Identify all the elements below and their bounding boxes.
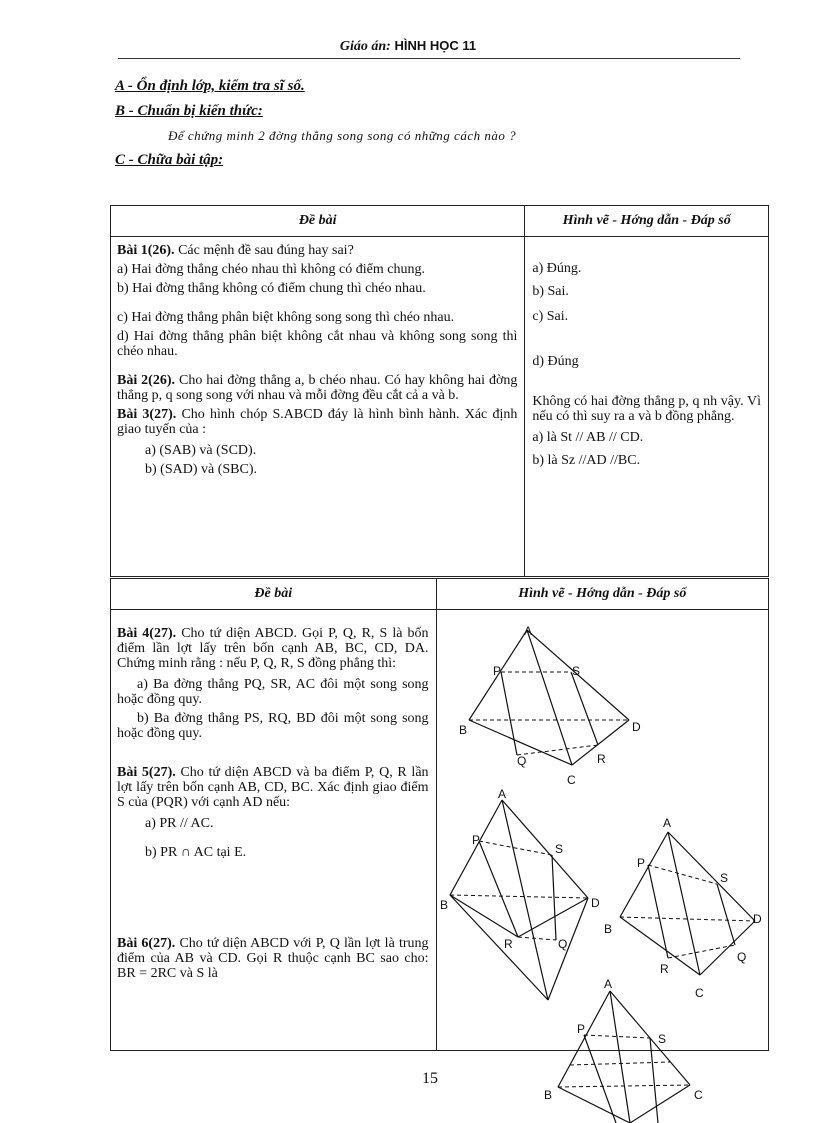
fig4-label-s: S	[658, 1032, 667, 1046]
fig2-label-q: Q	[558, 937, 568, 951]
table1-answers	[525, 237, 769, 577]
page-header	[0, 38, 816, 55]
fig4-label-b: B	[544, 1088, 553, 1102]
table1-header-answer: Hình vẽ - Hớng dẫn - Đáp số	[525, 206, 769, 237]
bai1-b: b) Hai đờng thẳng không có điểm chung thì chéo nhau.	[117, 281, 426, 296]
section-b: B - Chuẩn bị kiến thức:	[115, 103, 263, 119]
table1-header-problem: Đề bài	[111, 206, 525, 237]
ans-1c: c) Sai.	[532, 309, 569, 324]
bai4	[117, 626, 429, 671]
section-a: A - Ổn định lớp, kiểm tra sĩ số.	[115, 78, 305, 94]
bai6	[117, 936, 429, 981]
fig3-label-q: Q	[737, 950, 747, 964]
bai4-a: a) Ba đờng thẳng PQ, SR, AC đôi một song song hoặc đồng quy.	[117, 677, 429, 707]
fig4-label-a: A	[604, 977, 613, 991]
fig1-label-q: Q	[517, 754, 527, 768]
bai1-label: Bài 1(26).	[117, 243, 175, 258]
fig4-label-c: C	[694, 1088, 703, 1102]
ans-bai3a: a) là St // AB // CD.	[532, 430, 644, 445]
bai6-label: Bài 6(27).	[117, 936, 176, 951]
header-prefix: Giáo án:	[339, 39, 391, 54]
question-text: Để chứng minh 2 đờng thẳng song song có những cách nào ?	[168, 128, 517, 143]
bai3	[117, 407, 517, 437]
fig3-label-c: C	[695, 986, 704, 1000]
bai5-label: Bài 5(27).	[117, 765, 176, 780]
table2-problems	[111, 610, 437, 1051]
fig2-label-s: S	[555, 842, 564, 856]
fig3-label-p: P	[637, 856, 646, 870]
bai3-text: Cho hình chóp S.ABCD đáy là hình bình hành. Xác định giao tuyến của :	[117, 407, 518, 437]
bai2	[117, 373, 517, 403]
fig3-label-s: S	[720, 871, 729, 885]
bai1-d: d) Hai đờng thẳng phân biệt không cắt nhau và không song song thì chéo nhau.	[117, 329, 518, 359]
exercise-table-1	[110, 205, 769, 577]
ans-bai2: Không có hai đờng thẳng p, q nh vậy. Vì nếu có thì suy ra a và b đồng phẳng.	[532, 394, 761, 424]
bai5-b: b) PR ∩ AC tại E.	[145, 845, 247, 860]
fig2-label-d: D	[591, 896, 600, 910]
section-c: C - Chữa bài tập:	[115, 152, 224, 168]
fig3-label-b: B	[604, 922, 613, 936]
bai6-text: Cho tứ diện ABCD với P, Q lần lợt là trung điểm của AB và CD. Gọi R thuộc cạnh BC sao cho: BR = 2RC và S là	[117, 936, 429, 981]
fig1-label-p: P	[493, 664, 502, 678]
bai5-a: a) PR // AC.	[145, 816, 214, 831]
table2-header-answer: Hình vẽ - Hớng dẫn - Đáp số	[436, 579, 768, 610]
fig2-label-r: R	[504, 937, 513, 951]
ans-1d: d) Đúng	[532, 354, 579, 369]
fig2-label-a: A	[498, 787, 507, 801]
bai3-label: Bài 3(27).	[117, 407, 177, 422]
fig2-label-p: P	[472, 833, 481, 847]
bai4-b: b) Ba đờng thẳng PS, RQ, BD đôi một song song hoặc đồng quy.	[117, 711, 429, 741]
bai2-label: Bài 2(26).	[117, 373, 176, 388]
ans-1b: b) Sai.	[532, 284, 569, 299]
bai2-text: Cho hai đờng thẳng a, b chéo nhau. Có hay không hai đờng thẳng p, q song song với nhau và mỗi đờng đều cắt cả a và b.	[117, 373, 518, 403]
fig1-label-a: A	[524, 624, 533, 638]
bai1-text: Các mệnh đề sau đúng hay sai?	[178, 243, 354, 258]
fig2-label-b: B	[440, 898, 449, 912]
header-rule	[118, 58, 740, 59]
fig1-label-s: S	[572, 664, 581, 678]
bai3-b: b) (SAD) và (SBC).	[145, 462, 257, 477]
fig3-label-d: D	[753, 912, 762, 926]
fig3-label-r: R	[660, 962, 669, 976]
bai1	[117, 243, 517, 258]
bai1-a: a) Hai đờng thẳng chéo nhau thì không có điểm chung.	[117, 262, 425, 277]
bai1-c: c) Hai đờng thẳng phân biệt không song song thì chéo nhau.	[117, 310, 455, 325]
bai5-text: Cho tứ diện ABCD và ba điểm P, Q, R lần lợt lấy trên bốn cạnh AB, CD, BC. Xác định giao điểm S của (PQR) với cạnh AD nếu:	[117, 765, 429, 810]
bai5	[117, 765, 429, 810]
fig1-label-b: B	[459, 723, 468, 737]
fig1-label-r: R	[597, 752, 606, 766]
fig3-label-a: A	[663, 816, 672, 830]
fig1-label-c: C	[567, 773, 576, 787]
page-number: 15	[422, 1070, 438, 1087]
figure-tetrahedron-4	[540, 975, 720, 1123]
figure-tetrahedron-2	[438, 785, 608, 1005]
ans-1a: a) Đúng.	[532, 261, 582, 276]
figure-tetrahedron-1	[455, 620, 655, 790]
bai4-label: Bài 4(27).	[117, 626, 177, 641]
header-subject: HÌNH HỌC 11	[394, 38, 477, 53]
table1-problems	[111, 237, 525, 577]
ans-bai3b: b) là Sz //AD //BC.	[532, 453, 641, 468]
fig4-label-p: P	[577, 1022, 586, 1036]
table2-header-problem: Đề bài	[111, 579, 437, 610]
fig1-label-d: D	[632, 720, 641, 734]
bai3-a: a) (SAB) và (SCD).	[145, 443, 257, 458]
bai4-text: Cho tứ diện ABCD. Gọi P, Q, R, S là bốn điểm lần lợt lấy trên bốn cạnh AB, BC, CD, DA. Chứng minh rằng : nếu P, Q, R, S đồng phẳng thì:	[117, 626, 429, 671]
